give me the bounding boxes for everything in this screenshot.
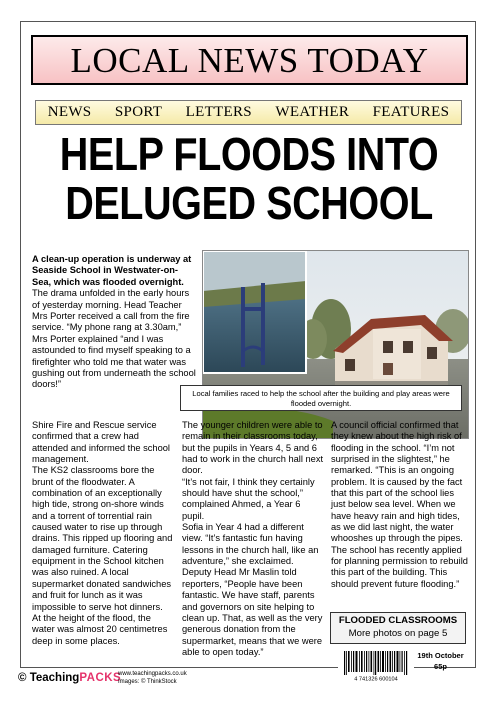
footer-url[interactable]: www.teachingpacks.co.uk [118,671,187,677]
brand-logo[interactable] [18,672,121,684]
column-2-para-4: Deputy Head Mr Maslin told reporters, “People have been fantastic. We have staff, parents and governors on site helping to clean up. That, as well as the very generous donation from the supermarket, means that we were able to open today.” [182,567,323,657]
issue-price: 65p [434,662,447,671]
promo-box[interactable] [330,612,466,644]
promo-title: FLOODED CLASSROOMS [338,615,458,626]
copyright-symbol: © [18,672,27,684]
masthead [31,35,468,85]
footer-credits [118,671,187,686]
footer-image-credit: Images: © ThinkStock [118,678,177,685]
column-3 [331,420,471,590]
issue-date: 19th October [417,651,464,660]
nav-features[interactable]: FEATURES [372,104,450,120]
column-2-para-3: Sofia in Year 4 had a different view. “It’s fantastic fun having lessons in the church hall, like an adventure,” she exclaimed. [182,522,319,567]
headline [53,130,445,228]
column-2-para-1: The younger children were able to remain in their classrooms today, but the pupils in Years 4, 5 and 6 had to work in the church hall next door. [182,420,324,476]
section-nav [35,100,462,125]
column-1-para-2: The KS2 classrooms bore the brunt of the floodwater. A combination of an exceptionally high tide, strong on-shore winds and a torrent of torrential rain caused water to rise up through drains. This ripped up flooring and damaged furniture. Catering equipment in the School kitchen was also ruined. A local supermarket donated sandwiches and fruit for lunch as it was impossible to serve hot dinners. [32,465,173,612]
intro-text [32,254,197,391]
barcode [338,650,414,682]
column-1-para-1: Shire Fire and Rescue service confirmed that a crew had attended and informed the school management. [32,420,171,465]
barcode-icon [338,650,414,682]
issue-info [414,650,467,672]
barcode-number: 4 741326 600104 [354,676,398,682]
column-2 [182,420,325,658]
column-3-para-1: A council official confirmed that they knew about the high risk of flooding in the school. “I’m not surprised in the slightest,” he remarked. “This is an ongoing problem. It is caused by the fact that this part of the school lies just below sea level. When we have heavy rain and high tides, as we did last night, the water whooshes up through the pipes. The school has recently applied for planning permission to rebuild this part of the building. This should prevent future flooding.” [331,420,468,589]
brand-packs: PACKS [79,672,122,684]
intro-body: The drama unfolded in the early hours of yesterday morning. Head Teacher Mrs Porter received a call from the fire service. “My phone rang at 3.30am,” Mrs Porter explained “and I was astounded to find myself speaking to a firefighter who told me that water was gushing out from underneath the school doors!” [32,288,196,390]
column-1 [32,420,174,647]
nav-sport[interactable]: SPORT [114,104,163,120]
nav-weather[interactable]: WEATHER [275,104,350,120]
photo-caption: Local families raced to help the school after the building and play areas were flooded overnight. [180,385,462,411]
brand-teaching: Teaching [29,672,80,684]
nav-letters[interactable]: LETTERS [185,104,252,120]
promo-subtitle: More photos on page 5 [348,627,448,639]
nav-news[interactable]: NEWS [47,104,92,120]
headline-line-2: DELUGED SCHOOL [65,177,433,229]
headline-line-1: HELP FLOODS INTO [59,128,439,180]
column-2-para-2: “It’s not fair, I think they certainly should have shut the school,” complained Ahmed, a Year 6 pupil. [182,476,315,521]
masthead-title: LOCAL NEWS TODAY [70,41,429,80]
intro-lead: A clean-up operation is underway at Seaside School in Westwater-on-Sea, which was flooded overnight. [32,254,192,287]
column-1-para-3: At the height of the flood, the water was almost 20 centimetres deep in some places. [32,612,168,646]
